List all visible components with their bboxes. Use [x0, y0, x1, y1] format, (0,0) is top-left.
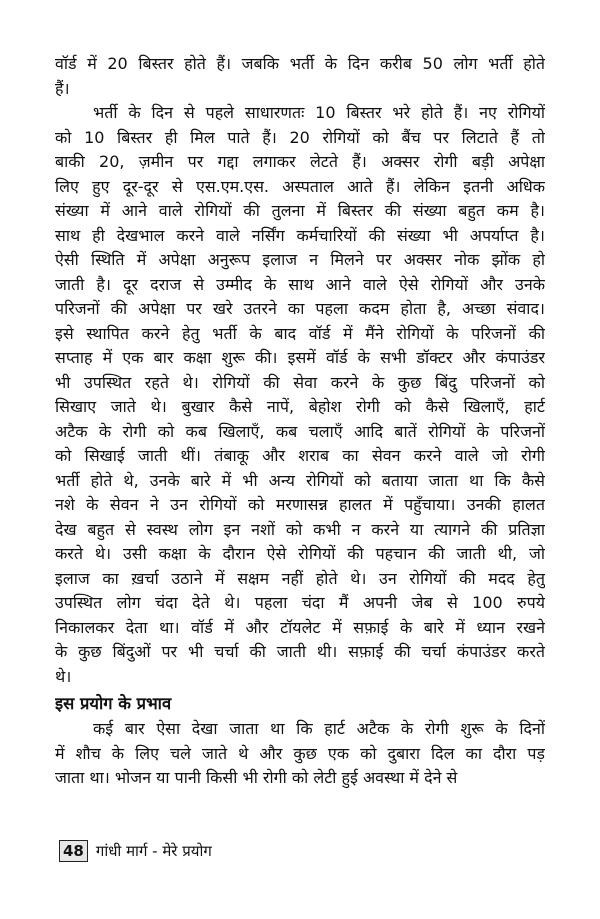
text-line: उपस्थित लोग चंदा देते थे। पहला चंदा मैं अपनी जेब से 100 रुपये — [55, 593, 545, 612]
text-line: परिजनों की अपेक्षा पर खरे उतरने का पहला कदम होता है, अच्छा संवाद। — [55, 299, 545, 318]
text-line: थे। — [55, 666, 72, 686]
text-line: में शौच के लिए चले जाते थे और कुछ एक को दुबारा दिल का दौरा पड़ — [55, 743, 545, 763]
paragraph — [55, 52, 545, 101]
text-line: निकालकर देता था। वॉर्ड में और टॉयलेट में सफ़ाई के बारे में ध्यान रखने — [55, 617, 545, 637]
text-line: के कुछ बिंदुओं पर भी चर्चा की जाती थी। सफ़ाई की चर्चा कंपाउंडर करते — [55, 642, 545, 661]
text-line: संख्या में आने वाले रोगियों की तुलना में बिस्तर की संख्या बहुत कम है। — [55, 201, 545, 220]
section-heading: इस प्रयोग के प्रभाव — [55, 694, 172, 713]
text-line: भर्ती के दिन से पहले साधारणतः 10 बिस्तर भरे होते हैं। नए रोगियों — [93, 103, 545, 122]
text-line: साथ ही देखभाल करने वाले नर्सिंग कर्मचारियों की संख्या भी अपर्याप्त है। — [55, 225, 545, 245]
text-line: भर्ती होते थे, उनके बारे में भी अन्य रोगियों को बताया जाता था कि कैसे — [55, 470, 545, 490]
text-line: को 10 बिस्तर ही मिल पाते हैं। 20 रोगियों को बैंच पर लिटाते हैं तो — [55, 127, 545, 147]
text-line: को सिखाई जाती थीं। तंबाकू और शराब का सेवन करने वाले जो रोगी — [55, 446, 545, 465]
text-line: कई बार ऐसा देखा जाता था कि हार्ट अटैक के रोगी शुरू के दिनों — [93, 719, 545, 738]
text-line: सप्ताह में एक बार कक्षा शुरू की। इसमें वॉर्ड के सभी डॉक्टर और कंपाउंडर — [55, 348, 545, 367]
text-line: भी उपस्थित रहते थे। रोगियों की सेवा करने के कुछ बिंदु परिजनों को — [55, 372, 545, 392]
text-line: इसे स्थापित करने हेतु भर्ती के बाद वॉर्ड में मैंने रोगियों के परिजनों की — [55, 323, 545, 343]
text-line: अटैक के रोगी को कब खिलाएँ, कब चलाएँ आदि बातें रोगियों के परिजनों — [55, 421, 545, 441]
text-line: जाता था। भोजन या पानी किसी भी रोगी को लेटी हुई अवस्था में देने से — [55, 768, 458, 787]
text-line: जाती है। दूर दराज से उम्मीद के साथ आने वाले ऐसे रोगियों और उनके — [55, 274, 545, 294]
page-number: 48 — [59, 840, 88, 862]
page-footer — [59, 840, 212, 862]
text-line: वॉर्ड में 20 बिस्तर होते हैं। जबकि भर्ती के दिन करीब 50 लोग भर्ती होते — [55, 54, 545, 73]
text-line: ऐसी स्थिति में अपेक्षा अनुरूप इलाज न मिलने पर अक्सर नोक झोंक हो — [55, 250, 545, 269]
book-title: गांधी मार्ग - मेरे प्रयोग — [95, 842, 212, 860]
paragraph — [55, 717, 545, 791]
text-line: देख बहुत से स्वस्थ लोग इन नशों को कभी न करने या त्यागने की प्रतिज्ञा — [55, 519, 545, 539]
text-line: इलाज का ख़र्चा उठाने में सक्षम नहीं होते थे। उन रोगियों की मदद हेतु — [55, 568, 545, 588]
text-line: हैं। — [55, 78, 70, 98]
paragraph — [55, 101, 545, 689]
text-line: सिखाए जाते थे। बुखार कैसे नापें, बेहोश रोगी को कैसे खिलाएँ, हार्ट — [55, 397, 545, 416]
text-line: बाकी 20, ज़मीन पर गद्दा लगाकर लेटते हैं। अक्सर रोगी बड़ी अपेक्षा — [55, 152, 545, 171]
text-line: लिए हुए दूर-दूर से एस.एम.एस. अस्पताल आते हैं। लेकिन इतनी अधिक — [55, 176, 545, 196]
page-body — [55, 52, 545, 791]
text-line: करते थे। उसी कक्षा के दौरान ऐसे रोगियों की पहचान की जाती थी, जो — [55, 544, 545, 563]
text-line: नशे के सेवन ने उन रोगियों को मरणासन्न हालत में पहुँचाया। उनकी हालत — [55, 495, 545, 514]
